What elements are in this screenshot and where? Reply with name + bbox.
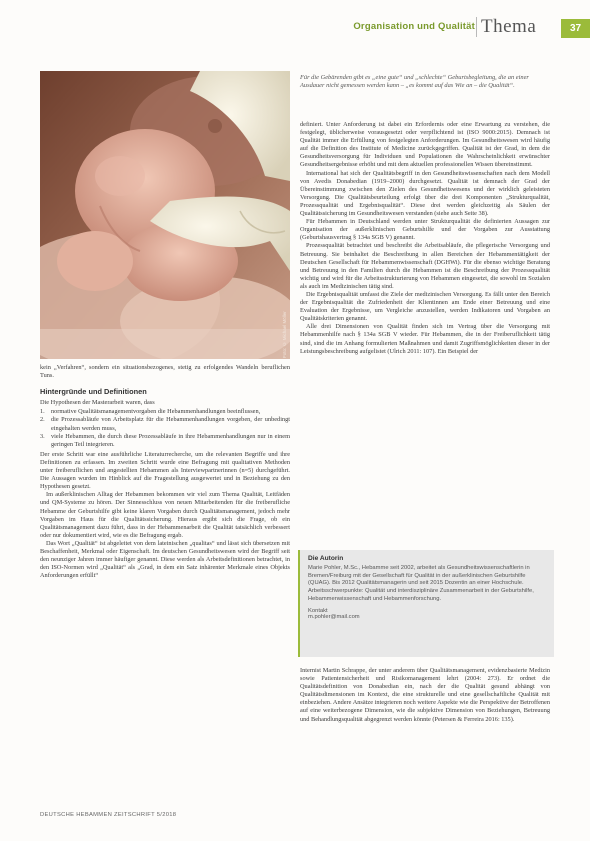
page-header (0, 0, 590, 40)
body-paragraph: Der erste Schritt war eine ausführliche Literaturrecherche, um die relevanten Begriffe und ihre Definitionen zu erfassen. Im zweiten Schritt wurde eine Befragung mit qualitativen Methoden unter freiberuflichen und angestellten Hebammen als Interviewpartnerinnen (n=5) durchgeführt. Die Aussagen wurden im Hinblick auf die Fragestellung ausgewertet und in Beziehung zu den Hypothesen gesetzt. (40, 450, 290, 491)
body-paragraph: Internist Martin Schrappe, der unter anderem über Qualitätsmanagement, evidenzbasierte Medizin sowie Patientensicherheit und Risikomanagement lehrt (2004: 273). Er ordnet die Qualitätsdefinition von Donabedian ein, nach der die Qualität gesund abhängt von Qualitätsdimensionen im Kontext, die eine strukturelle und eine gesellschaftliche Qualität mit einbeziehen. Andere Ansätze integrieren noch weitere Aspekte wie die Perspektive der Betroffenen auf eine weiterbezogene Dimension, wie die subjektive Dimension von Beziehungen, Betreuung und Behandlungsqualität abgegrenzt werden könnte (Petersen & Ferreira 2016: 135). (300, 667, 550, 723)
intro-paragraph: kein „Verfahren“, sondern ein situationsbezogenes, stetig zu erfolgendes Wandeln beruflichen Tuns. (40, 364, 290, 380)
page-footer: DEUTSCHE HEBAMMEN ZEITSCHRIFT 5/2018 (40, 812, 177, 818)
page-number-badge: 37 (561, 19, 590, 38)
body-paragraph: International hat sich der Qualitätsbegriff in den Gesundheitswissenschaften nach dem Modell von Avedis Donabedian (1919–2000) durchgesetzt. Qualität ist demnach der Grad der Übereinstimmung zwischen den Zielen des Gesundheitswesens und der wirklich geleisteten Versorgung. Die Qualitätsbeurteilung erfolgt über die drei Komponenten „Strukturqualität, Prozessqualität und Ergebnisqualität“. Diese drei werden gleichzeitig als Säulen der Qualitätssicherung im Gesundheitswesen verstanden (siehe auch Seite 38). (300, 169, 550, 218)
list-item: 1. normative Qualitätsmanagementvorgaben die Hebammenhandlungen beeinflussen, (40, 408, 261, 416)
photo-credit: Foto: © Michael Möller (282, 311, 287, 358)
author-box-title: Die Autorin (308, 555, 344, 562)
right-text-column (300, 121, 550, 356)
body-paragraph: Die Ergebnisqualität umfasst die Ziele der medizinischen Versorgung. Es fällt unter den Bereich der Ergebnisqualität die Zufriedenheit der Klientinnen am Ende einer Betreuung und eine Evaluation der Ergebnisse, um Vergleiche anzustellen, werden Indikatoren und Vorgaben an Qualitätskriterien genannt. (300, 290, 550, 323)
section-title: Organisation und Qualität (353, 21, 475, 32)
body-paragraph: Im außerklinischen Alltag der Hebammen bekommen wir viel zum Thema Qualität, Leitfäden und QM-Systeme zu hören. Der Sinnesschluss von neuen Mitarbeitenden für die freiberufliche Hebamme der Geburtshilfe gibt keine klaren Vorgaben durch Qualitätsmanagement, jedoch mehr Vorgaben im Haus für die Qualitätssicherung. Hieraus ergibt sich die Frage, ob ein Qualitätsmanagement dazu führt, dass in der Hebammenarbeit die Qualität tatsächlich verbessert oder nur dokumentiert wird, wie es die Befragung ergab. (40, 491, 290, 539)
pull-quote: Für die Gebärenden gibt es „eine gute“ und „schlechte“ Geburtsbegleitung, die an einer Ausdauer nicht gemessen werden kann – „es kommt auf das Wie an – die Qualität“. (300, 74, 529, 90)
body-paragraph: Prozessqualität betrachtet und beschreibt die Arbeitsabläufe, die pflegerische Versorgung und Betreuung. Sie beinhaltet die Beschreibung in allen Bereichen der Hebammentätigkeit der Deutschen Gesellschaft für Hebammenwissenschaft (DGHWi). Für die ebenso wichtige Beratung und Betreuung in den Familien durch die Hebammen ist die Beschreibung der Prozessqualität wichtig und wird für die Arbeitsstrukturierung von Hebammen eingesetzt, die sowohl im Sozialen als auch im Medizinischen tätig sind. (300, 242, 550, 290)
body-paragraph: definiert. Unter Anforderung ist dabei ein Erfordernis oder eine Erwartung zu verstehen, die festgelegt, üblicherweise vorausgesetzt oder verpflichtend ist (ISO 9000:2015). Demnach ist Qualität immer die Erfüllung von festgelegten Anforderungen. Im Gesundheitswesen wird häufig auf die Definition des Institute of Medicine zurückgegriffen. Qualität ist der Grad, in dem die Gesundheitsversorgung für Individuen und Populationen die Wahrscheinlichkeit erwünschter Gesundheitsergebnisse erhöht und mit dem aktuellen professionellen Wissen übereinstimmt. (300, 121, 550, 169)
body-paragraph: Alle drei Dimensionen von Qualität finden sich im Vertrag über die Versorgung mit Hebammenhilfe nach § 134a SGB V wieder. Für Hebammen, die in der Freiberuflichkeit tätig sind, sind die im Anhang formulierten Maßnahmen und damit Zugriffsmöglichkeiten dieser in der Leistungsbeschreibung aufgelistet (Ulrich 2011: 107). Ein Beispiel der (300, 323, 550, 355)
body-paragraph: Für Hebammen in Deutschland werden unter Strukturqualität die definierten Aussagen zur Organisation der außerklinischen Geburtshilfe und der Vorgaben zur Ausstattung (Geburtshausvertrag § 134a SGB V) genannt. (300, 218, 550, 242)
hypothesis-list (40, 408, 290, 448)
lead-paragraph: Die Hypothesen der Masterarbeit waren, dass (40, 399, 155, 407)
list-item: 3. viele Hebammen, die durch diese Prozessabläufe in ihre Hebammenhandlungen nur in einem geringen Teil integrieren. (40, 432, 290, 448)
newborn-illustration (40, 71, 290, 359)
header-divider (476, 17, 477, 37)
left-text-column (40, 364, 290, 580)
newborn-photo (40, 71, 290, 359)
author-bio: Marie Pohler, M.Sc., Hebamme seit 2002, arbeitet als Gesundheitswissenschaftlerin in Bremen/Freiburg mit der Gesellschaft für Qualität in der außerklinischen Geburtshilfe (QUAG). Bis 2012 Qualitätsmanagerin und seit 2015 Dozentin an einer Hochschule. Arbeitsschwerpunkte: Qualität und interdisziplinäre Zusammenarbeit in der Geburtshilfe, Hebammenwissenschaft und Hebammenforschung. (308, 565, 534, 602)
author-email-link[interactable]: m.pohler@mail.com (308, 613, 360, 620)
list-item: 2. die Prozessabläufe von Arbeitsplatz für die Hebammenhandlungen vorgeben, der unbedingt eingehalten werden muss, (40, 416, 290, 432)
right-text-continuation (300, 667, 550, 724)
category-title: Thema (481, 16, 537, 37)
section-heading: Hintergründe und Definitionen (40, 387, 147, 397)
body-paragraph: Das Wort „Qualität“ ist abgeleitet von dem lateinischen „qualitas“ und lässt sich übersetzen mit Beschaffenheit, Merkmal oder Eigenschaft. Im deutschen Gesundheitswesen wird der Begriff seit den neunziger Jahren immer häufiger genannt. Diese werden als Arbeitsdefinitionen betrachtet, in den ISO-Normen wird „Qualität“ als „Grad, in dem ein Satz inhärenter Merkmale eines Objekts Anforderungen erfüllt“ (40, 539, 290, 580)
author-info-box (298, 550, 554, 657)
author-contact-label: Kontakt (308, 607, 328, 614)
